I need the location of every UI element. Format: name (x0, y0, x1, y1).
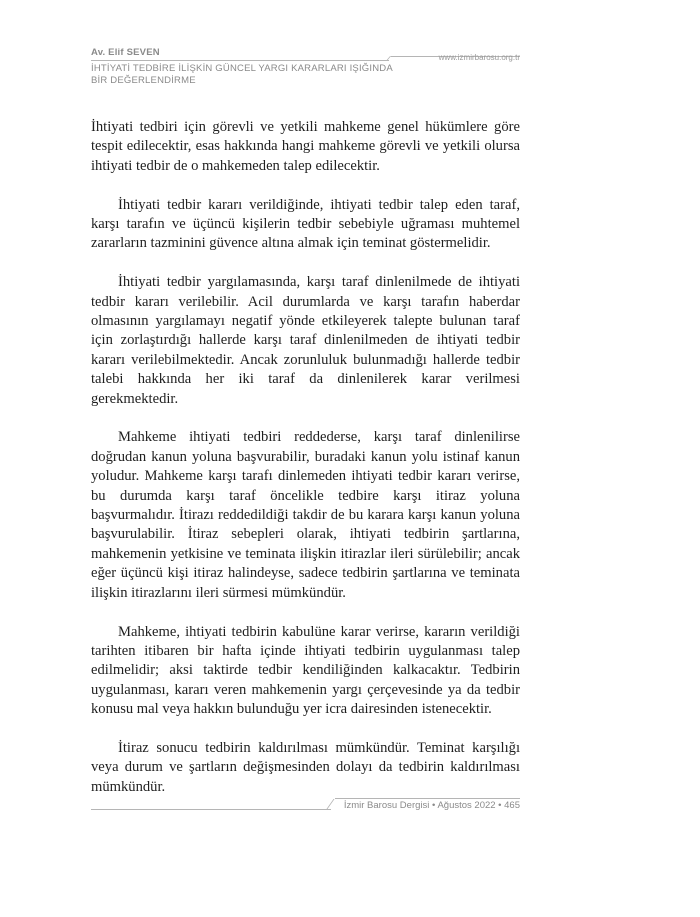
footer-rule-right (335, 798, 520, 799)
running-header (91, 47, 520, 86)
header-rule (91, 60, 389, 61)
paragraph: İhtiyati tedbiri için görevli ve yetkili mahkeme genel hükümlere göre tespit edilecektir, esas hakkında hangi mahkeme görevli ve yetkili olursa ihtiyati tedbir de o mahkemeden talep edilecektir. (91, 119, 520, 174)
article-title (91, 63, 393, 87)
author-name: Av. Elif SEVEN (91, 47, 160, 58)
article-title-line-1: İHTİYATİ TEDBİRE İLİŞKİN GÜNCEL YARGI KARARLARI IŞIĞINDA (91, 63, 393, 74)
paragraph: Mahkeme ihtiyati tedbiri reddederse, karşı taraf dinlenilirse doğrudan kanun yoluna başvurabilir, buradaki kanun yolu istinaf kanun yoludur. Mahkeme karşı tarafı dinlemeden ihtiyati tedbir kararı verirse, bu durumda karşı taraf öncelikle tedbire karşı itiraz yoluna başvurmalıdır. İtirazı reddedildiği takdir de bu karara karşı kanun yoluna başvurulabilir. İtiraz sebepleri olarak, ihtiyati tedbirin şartlarına, mahkemenin yetkisine ve teminata ilişkin itirazlar ileri sürülebilir; ancak eğer üçüncü kişi itiraz halindeyse, sadece tedbirin şartlarına ve teminata ilişkin itirazlarını ileri sürmesi mümkündür. (91, 429, 520, 601)
footer-rule-left (91, 809, 331, 810)
paragraph: Mahkeme, ihtiyati tedbirin kabulüne karar verirse, kararın verildiği tarihten itibaren bir hafta içinde ihtiyati tedbirin uygulanması talep edilmelidir; aksi taktirde tedbir kendiliğinden kalkacaktır. Tedbirin uygulanması, kararı veren mahkemenin yargı çerçevesinde ya da tedbir konusu mal veya hakkın bulunduğu yer icra dairesinden istenecektir. (91, 623, 520, 718)
site-url: www.izmirbarosu.org.tr (438, 53, 520, 62)
body-text (91, 118, 520, 817)
footer-rule-slant (326, 799, 335, 809)
running-footer (91, 798, 520, 814)
paragraph: İtiraz sonucu tedbirin kaldırılması mümkündür. Teminat karşılığı veya durum ve şartların değişmesinden dolayı da tedbirin kaldırılması mümkündür. (91, 739, 520, 795)
article-title-line-2: BİR DEĞERLENDİRME (91, 75, 196, 86)
footer-journal-info: İzmir Barosu Dergisi • Ağustos 2022 • 465 (343, 800, 520, 811)
paragraph: İhtiyati tedbir kararı verildiğinde, ihtiyati tedbir talep eden taraf, karşı tarafın ve üçüncü kişilerin tedbir sebebiyle uğraması muhtemel zararların tazminini güvence altına almak için teminat göstermelidir. (91, 196, 520, 252)
paragraph: İhtiyati tedbir yargılamasında, karşı taraf dinlenilmede de ihtiyati tedbir kararı verilebilir. Acil durumlarda ve karşı tarafın haberdar olmasının yargılamayı negatif yönde etkileyerek talepte bulunan taraf için zorlaştırdığı hallerde karşı taraf dinlenilmeden de ihtiyati tedbir kararı verilebilmektedir. Ancak zorunluluk bulunmadığı hallerde tedbir talebi hakkında her iki taraf da dinlenilerek karar verilmesi gerekmektedir. (91, 274, 520, 407)
